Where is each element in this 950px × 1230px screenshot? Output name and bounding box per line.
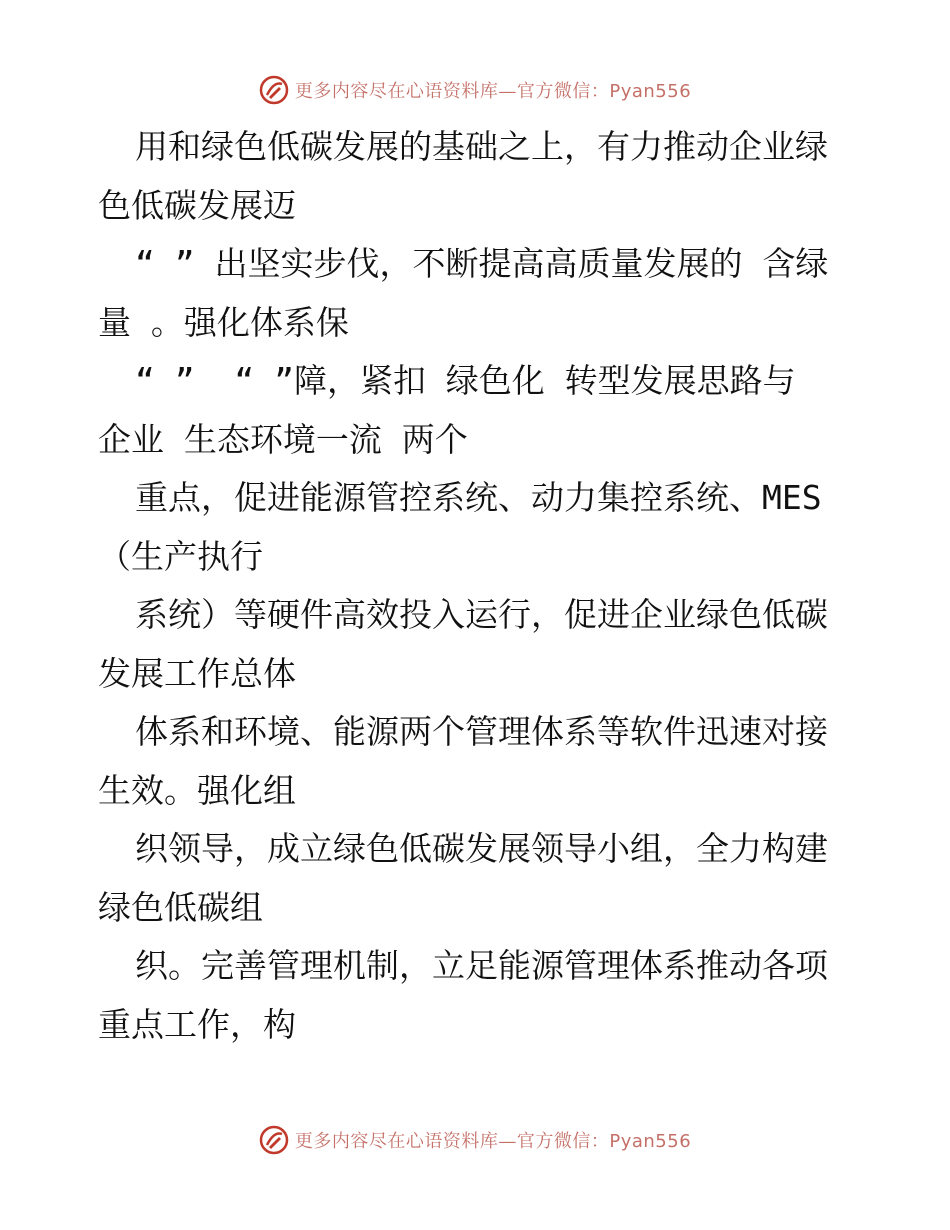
document-body xyxy=(98,118,868,1054)
book-pen-logo-icon xyxy=(259,1125,289,1155)
text-line: 织。完善管理机制，立足能源管理体系推动各项 xyxy=(135,946,828,985)
text-line: 系统）等硬件高效投入运行，促进企业绿色低碳 xyxy=(135,595,828,634)
watermark-handle: Pyan556 xyxy=(609,1131,692,1152)
text-line: 企业 生态环境一流 两个 xyxy=(98,419,468,459)
text-line: 体系和环境、能源两个管理体系等软件迅速对接 xyxy=(135,712,828,751)
text-line: 量 。强化体系保 xyxy=(98,302,349,342)
header-watermark-banner xyxy=(0,70,950,110)
text-line: 色低碳发展迈 xyxy=(98,185,296,225)
watermark-text: 更多内容尽在心语资料库—官方微信：Pyan556 xyxy=(294,1131,692,1152)
text-line: 用和绿色低碳发展的基础之上，有力推动企业绿 xyxy=(135,127,828,166)
text-line: “ ” 出坚实步伐，不断提高高质量发展的 含绿 xyxy=(135,244,829,283)
text-line: 织领导，成立绿色低碳发展领导小组，全力构建 xyxy=(135,829,828,868)
text-line: （生产执行 xyxy=(98,536,263,576)
text-line: “ ” “ ”障，紧扣 绿色化 转型发展思路与 xyxy=(135,361,796,400)
text-line: 重点工作，构 xyxy=(98,1004,296,1044)
footer-watermark-banner xyxy=(0,1120,950,1160)
watermark-text: 更多内容尽在心语资料库—官方微信：Pyan556 xyxy=(294,81,692,102)
text-line: 重点，促进能源管控系统、动力集控系统、MES xyxy=(135,478,822,517)
text-line: 生效。强化组 xyxy=(98,770,296,810)
text-line: 发展工作总体 xyxy=(98,653,296,693)
text-line: 绿色低碳组 xyxy=(98,887,263,927)
watermark-handle: Pyan556 xyxy=(609,81,692,102)
book-pen-logo-icon xyxy=(259,75,289,105)
